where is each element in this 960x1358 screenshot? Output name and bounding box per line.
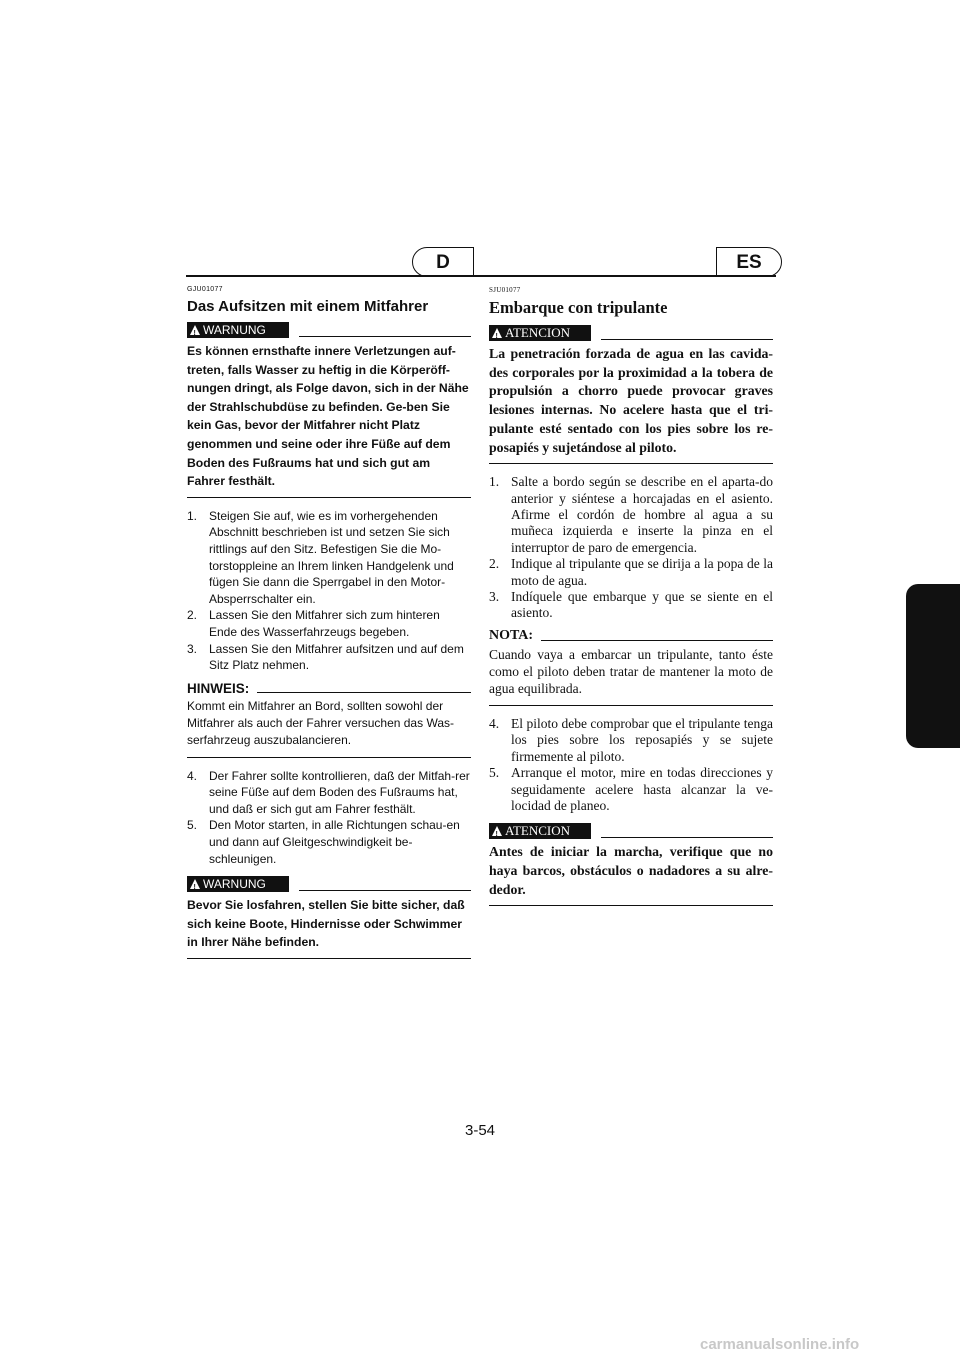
note-text: Kommt ein Mitfahrer an Bord, sollten sowohl der Mitfahrer als auch der Fahrer versuchen das Was-serfahrzeug auszubalancieren. (187, 698, 471, 758)
warning-header (187, 321, 471, 338)
warning-triangle-icon (190, 879, 200, 889)
step-list (187, 768, 471, 868)
list-item: 2. Lassen Sie den Mitfahrer sich zum hinteren Ende des Wasserfahrzeugs begeben. (187, 608, 440, 639)
warning-badge (489, 823, 591, 839)
warning-label: ATENCION (505, 822, 570, 838)
german-column (187, 286, 471, 969)
warning-badge (187, 876, 289, 892)
language-badge-german: D (412, 247, 474, 277)
list-item: 1. Salte a bordo según se describe en el aparta-do anterior y siéntese a horcajadas en el asiento. Afirme el cordón de hombre al agua a su muñeca izquierda e inserte la pinza en el interruptor de paro de emergencia. (489, 474, 773, 555)
warning-triangle-icon (190, 325, 200, 335)
note-label: HINWEIS: (187, 680, 250, 696)
note-text: Cuando vaya a embarcar un tripulante, tanto éste como el piloto deben tratar de mantener la moto de agua equilibrada. (489, 646, 773, 706)
warning-header (187, 875, 471, 892)
note-header (187, 680, 471, 696)
warning-text: Bevor Sie losfahren, stellen Sie bitte sicher, daß sich keine Boote, Hindernisse oder Schwimmer in Ihrer Nähe befinden. (187, 896, 471, 959)
watermark: carmanualsonline.info (700, 1336, 860, 1353)
section-title: Embarque con tripulante (489, 298, 668, 317)
warning-badge (489, 325, 591, 341)
warning-text: Es können ernsthafte innere Verletzungen auf-treten, falls Wasser zu heftig in die Körperöff-nungen dringt, als Folge davon, sich in der Nähe der Strahlschubdüse zu befinden. Ge-ben Sie kein Gas, bevor der Mitfahrer nicht Platz genommen und seine oder ihre Füße auf dem Boden des Fußraums hat und sich gut am Fahrer festhält. (187, 342, 471, 498)
list-item: 4. Der Fahrer sollte kontrollieren, daß der Mitfah-rer seine Füße auf dem Boden des Fußraums hat, und daß er sich gut am Fahrer festhält. (187, 768, 470, 816)
warning-text: La penetración forzada de agua en las cavida-des corporales por la proximidad a la tobera de propulsión a chorro puede provocar graves lesiones internas. No acelere hasta que el tri-pulante esté sentado con los pies sobre los re-posapiés y sujetándose al piloto. (489, 345, 773, 464)
warning-header (489, 324, 773, 341)
step-list (489, 474, 773, 622)
warning-badge (187, 322, 289, 338)
section-code: GJU01077 (187, 286, 223, 293)
section-title: Das Aufsitzen mit einem Mitfahrer (187, 298, 429, 315)
warning-triangle-icon (492, 328, 502, 338)
chapter-tab (906, 584, 960, 748)
list-item: 2. Indique al tripulante que se dirija a la popa de la moto de agua. (489, 556, 773, 588)
warning-label: WARNUNG (203, 876, 266, 891)
header-rule (186, 275, 776, 277)
section-code: SJU01077 (489, 286, 521, 294)
step-list (489, 716, 773, 814)
language-badge-spanish: ES (716, 247, 782, 277)
warning-triangle-icon (492, 826, 502, 836)
page-number: 3-54 (464, 1122, 496, 1139)
warning-header (489, 822, 773, 839)
warning-text: Antes de iniciar la marcha, verifique que no haya barcos, obstáculos o nadadores a su alre-dedor. (489, 843, 773, 906)
list-item: 3. Lassen Sie den Mitfahrer aufsitzen und auf dem Sitz Platz nehmen. (187, 641, 464, 673)
list-item: 5. Den Motor starten, in alle Richtungen schau-en und dann auf Gleitgeschwindigkeit be-schleunigen. (187, 818, 460, 866)
step-list (187, 508, 471, 674)
list-item: 5. Arranque el motor, mire en todas direcciones y seguidamente acelere hasta alcanzar la ve-locidad de planeo. (489, 765, 773, 813)
list-item: 1. Steigen Sie auf, wie es im vorhergehenden Abschnitt beschrieben ist und setzen Sie sich rittlings auf den Sitz. Befestigen Sie die Mo-torstoppleine an Ihrem linken Handgelenk und fügen Sie dann die Sperrgabel in den Motor-Absperrschalter ein. (187, 508, 454, 606)
warning-label: ATENCION (505, 324, 570, 340)
note-label: NOTA: (489, 627, 534, 643)
warning-label: WARNUNG (203, 322, 266, 337)
note-header (489, 628, 773, 644)
list-item: 4. El piloto debe comprobar que el tripulante tenga los pies sobre los reposapiés y se sujete firmemente al piloto. (489, 715, 773, 764)
spanish-column (489, 286, 773, 916)
list-item: 3. Indíquele que embarque y que se siente en el asiento. (489, 589, 773, 621)
